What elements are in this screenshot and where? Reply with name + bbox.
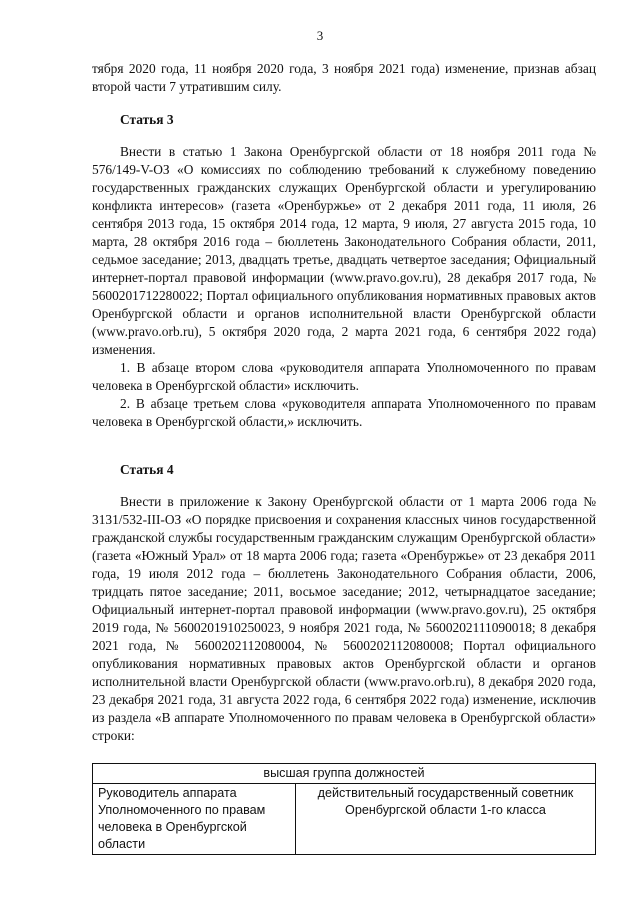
rank-cell: действительный государственный советник Оренбургской области 1-го класса [296, 784, 596, 855]
article-4-body: Внести в приложение к Закону Оренбургской области от 1 марта 2006 года № 3131/532-III-ОЗ «О порядке присвоения и сохранения классных чинов государственной гражданской службы государственным гражданским служащим Оренбургской области» (газета «Южный Урал» от 18 марта 2006 года; газета «Оренбуржье» от 23 декабря 2011 года, 19 июля 2012 года – бюллетень Законодательного Собрания области, 2006, тридцать пятое заседание; 2011, восьмое заседание; 2012, четырнадцатое заседание; Официальный интернет-портал правовой информации (www.pravo.gov.ru), 25 октября 2019 года, № 5600201910250023, 9 ноября 2021 года, № 5600202111090018; 8 декабря 2021 года, № 5600202112080004, № 5600202112080008; Портал официального опубликования нормативных правовых актов Оренбургской области и органов исполнительной власти Оренбургской области (www.pravo.orb.ru), 8 декабря 2020 года, 23 декабря 2021 года, 31 августа 2022 года, 6 сентября 2022 года) изменение, исключив из раздела «В аппарате Уполномоченного по правам человека в Оренбургской области» строки: [92, 494, 596, 743]
position-cell: Руководитель аппарата Уполномоченного по правам человека в Оренбургской области [93, 784, 296, 855]
article-3-item-1: 1. В абзаце втором слова «руководителя аппарата Уполномоченного по правам человека в Оренбургской области» исключить. [92, 360, 596, 393]
article-3-body: Внести в статью 1 Закона Оренбургской области от 18 ноября 2011 года № 576/149-V-ОЗ «О комиссиях по соблюдению требований к служебному поведению государственных гражданских служащих Оренбургской области и урегулированию конфликта интересов» (газета «Оренбуржье» от 2 декабря 2011 года, 11 июля, 26 сентября 2013 года, 15 октября 2014 года, 12 марта, 9 июля, 27 августа 2015 года, 10 марта, 28 октября 2016 года – бюллетень Законодательного Собрания области, 2011, седьмое заседание; 2013, двадцать третье, двадцать четвертое заседания; Официальный интернет-портал правовой информации (www.pravo.gov.ru), 28 декабря 2017 года, № 5600201712280022; Портал официального опубликования нормативных правовых актов Оренбургской области и органов исполнительной власти Оренбургской области (www.pravo.orb.ru), 5 октября 2020 года, 2 марта 2021 года, 6 сентября 2022 года) изменения. [92, 144, 596, 357]
article-3-item-2: 2. В абзаце третьем слова «руководителя аппарата Уполномоченного по правам человека в Оренбургской области,» исключить. [92, 396, 596, 429]
page-number: 3 [316, 28, 324, 43]
table-header-row [93, 764, 596, 784]
section-spacer [92, 431, 596, 446]
document-content [92, 60, 596, 855]
article-4-heading: Статья 4 [120, 462, 174, 477]
excluded-rows-table [92, 763, 596, 855]
article-3-heading: Статья 3 [120, 112, 174, 127]
group-header-cell: высшая группа должностей [93, 764, 596, 784]
table-row [93, 784, 596, 855]
intro-paragraph: тября 2020 года, 11 ноября 2020 года, 3 ноября 2021 года) изменение, признав абзац второй части 7 утратившим силу. [92, 61, 596, 94]
